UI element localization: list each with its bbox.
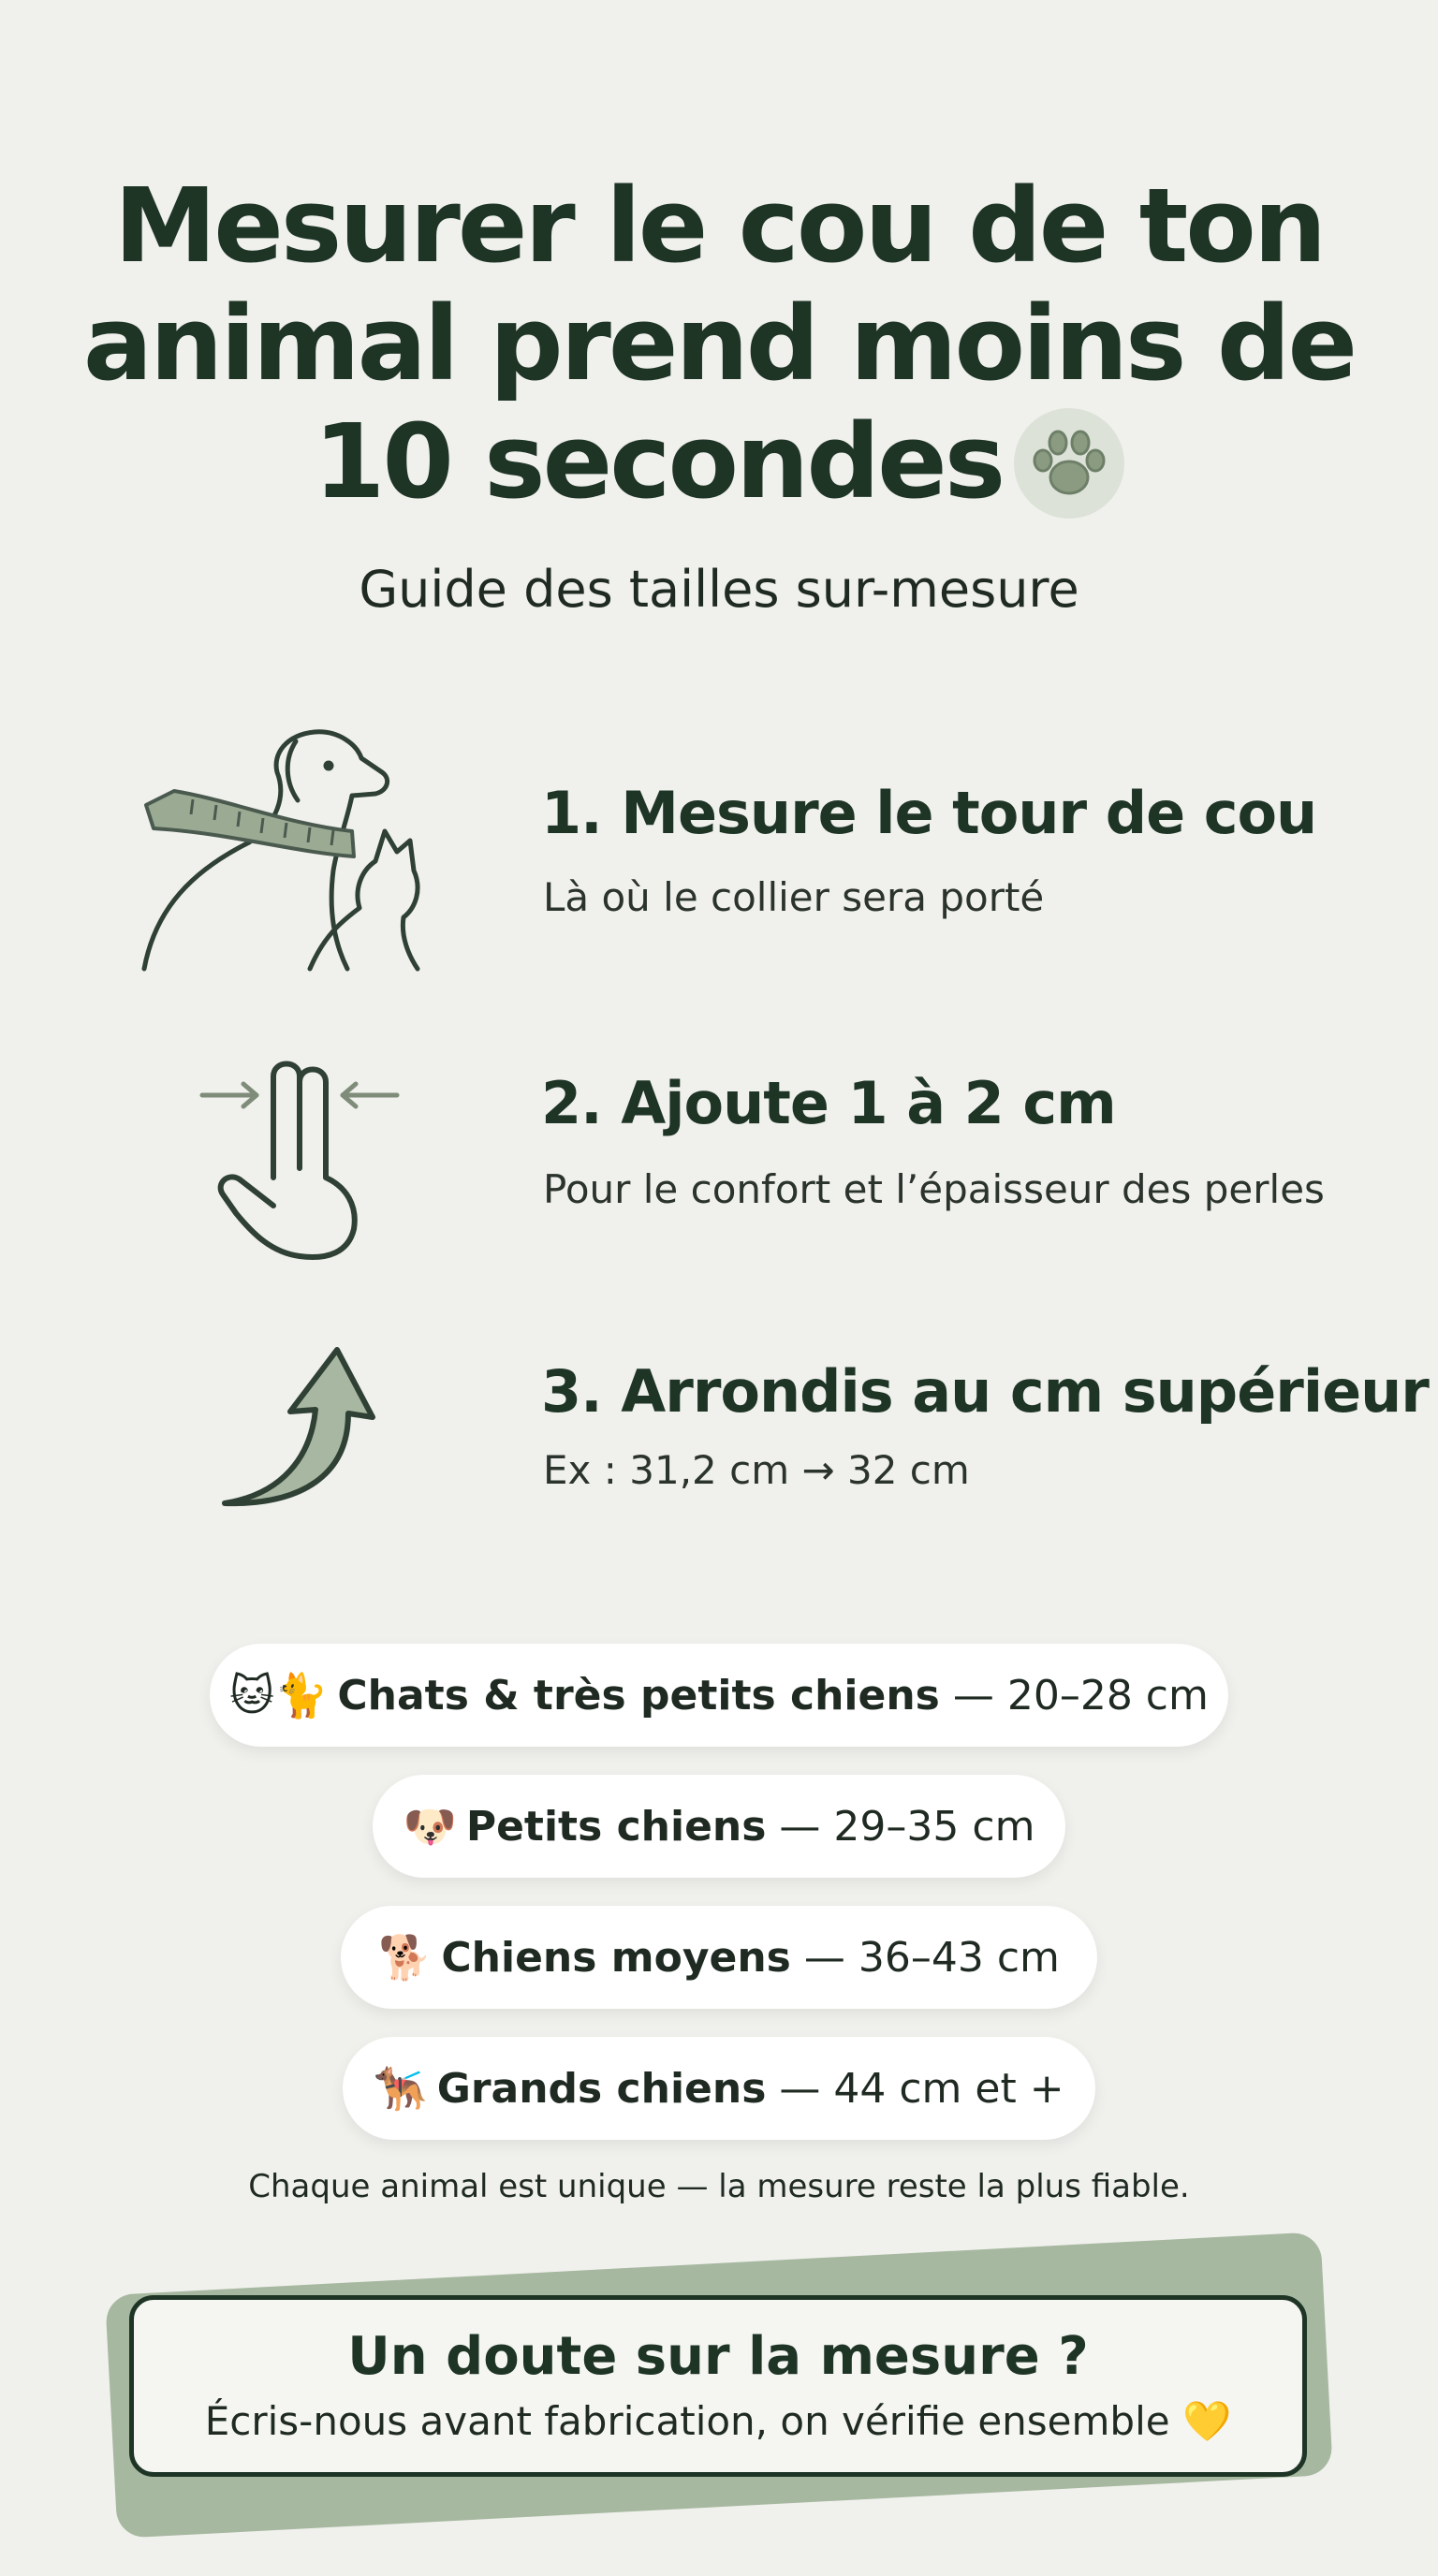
- step-3-title: 3. Arrondis au cm supérieur: [541, 1357, 1429, 1426]
- step-3-description: Ex : 31,2 cm → 32 cm: [543, 1447, 970, 1493]
- yellow-heart-icon: 💛: [1181, 2398, 1232, 2444]
- step-2: [0, 1056, 1438, 1299]
- title-line-2: animal prend moins de: [82, 284, 1356, 403]
- size-pill-cats: [210, 1644, 1228, 1747]
- curved-up-arrow-icon: [217, 1344, 386, 1511]
- size-name: Chiens moyens: [441, 1933, 791, 1982]
- size-name: Chats & très petits chiens: [337, 1671, 940, 1720]
- cat-icon: 🐱🐈: [229, 1669, 329, 1720]
- large-dog-icon: 🐕‍🦺: [374, 2062, 428, 2114]
- cta-text: [134, 2398, 1302, 2445]
- dog-face-icon: 🐶: [403, 1800, 457, 1852]
- size-pill-medium-dogs: [341, 1906, 1097, 2009]
- size-name: Petits chiens: [465, 1802, 767, 1851]
- step-1-description: Là où le collier sera porté: [543, 874, 1045, 920]
- dog-icon: 🐕: [378, 1931, 433, 1983]
- step-2-description: Pour le confort et l’épaisseur des perles: [543, 1166, 1325, 1212]
- size-pill-small-dogs: [373, 1775, 1065, 1878]
- cta-box[interactable]: [129, 2295, 1307, 2477]
- subtitle: Guide des tailles sur-mesure: [359, 560, 1079, 619]
- dog-cat-measuring-tape-icon: [137, 721, 464, 973]
- step-3: [0, 1344, 1438, 1588]
- step-1-title: 1. Mesure le tour de cou: [541, 779, 1317, 847]
- size-pill-large-dogs: [343, 2037, 1095, 2140]
- hand-two-fingers-icon: [197, 1056, 403, 1264]
- title-line-1: Mesurer le cou de ton: [113, 166, 1325, 285]
- footnote: Chaque animal est unique — la mesure reste la plus fiable.: [248, 2168, 1190, 2205]
- size-range: — 44 cm et +: [779, 2064, 1064, 2113]
- size-range: — 20–28 cm: [952, 1671, 1209, 1720]
- size-range: — 36–43 cm: [803, 1933, 1060, 1982]
- step-1: [0, 721, 1438, 964]
- size-range: — 29–35 cm: [779, 1802, 1035, 1851]
- title-line-3: 10 secondes: [313, 402, 1004, 521]
- page-title: [56, 167, 1382, 524]
- paw-icon: [1014, 408, 1124, 519]
- size-name: Grands chiens: [436, 2064, 767, 2113]
- cta-message: Écris-nous avant fabrication, on vérifie ensemble: [204, 2398, 1170, 2444]
- step-2-title: 2. Ajoute 1 à 2 cm: [541, 1069, 1116, 1137]
- cta-title: Un doute sur la mesure ?: [347, 2326, 1089, 2387]
